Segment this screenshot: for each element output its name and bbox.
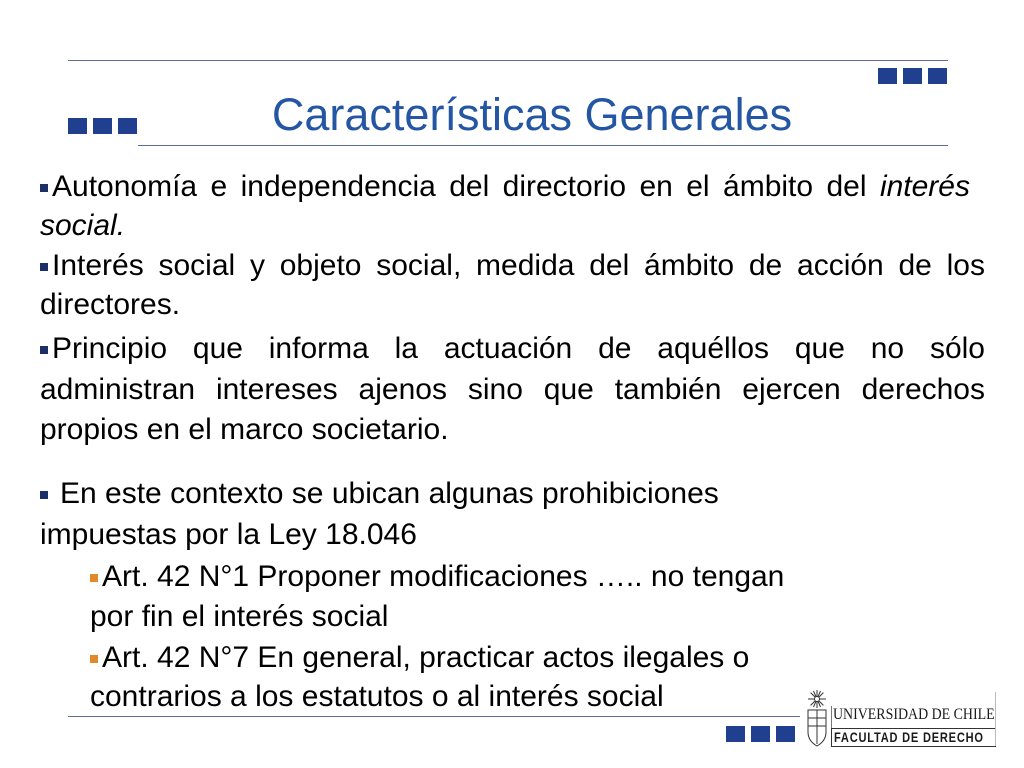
sub-point-2-line-1: [90, 638, 820, 678]
point-3-line-3: [40, 410, 985, 450]
point-1-italic-text: interés: [879, 170, 970, 203]
decor-squares-top-right: [878, 68, 947, 84]
point-3-text: administran intereses ajenos sino que también ejercen derechos: [40, 373, 985, 406]
header-rule-top: [68, 60, 948, 61]
point-3-line-1: [40, 329, 985, 369]
sub-point-1-line-1: [90, 557, 820, 597]
sub-point-1-text: Art. 42 N°1 Proponer modificaciones ….. no tengan: [102, 560, 785, 593]
navy-square-icon: [928, 68, 947, 84]
square-bullet-icon: [40, 491, 48, 499]
point-2-line-1: [40, 246, 985, 286]
navy-square-icon: [68, 118, 87, 134]
point-4-line-1: [40, 474, 820, 514]
point-3-text: Principio que informa la actuación de aquéllos que no sólo: [52, 332, 985, 365]
navy-square-icon: [751, 726, 770, 742]
university-seal-icon: [802, 688, 832, 748]
square-bullet-icon: [40, 263, 48, 271]
point-4-line-2: [40, 515, 820, 555]
sub-point-2-text: Art. 42 N°7 En general, practicar actos ilegales o: [102, 641, 750, 674]
header-rule-under-title: [138, 145, 948, 146]
navy-square-icon: [903, 68, 922, 84]
point-3-line-2: [40, 370, 985, 410]
point-3-text: propios en el marco societario.: [40, 413, 449, 446]
sub-point-1-text: por fin el interés social: [90, 600, 389, 633]
navy-square-icon: [118, 118, 137, 134]
point-1-italic-text: social.: [40, 209, 126, 242]
sub-point-1-line-2: [90, 597, 820, 637]
navy-square-icon: [878, 68, 897, 84]
square-bullet-icon: [40, 346, 48, 354]
university-logo: [800, 688, 998, 748]
point-2-text: Interés social y objeto social, medida del ámbito de acción de los: [52, 249, 985, 282]
logo-edge-line: [995, 692, 996, 746]
point-4-text: En este contexto se ubican algunas prohibiciones: [60, 477, 719, 510]
logo-faculty-box: [831, 728, 996, 747]
point-1-line-2: [40, 206, 985, 246]
point-1-text: Autonomía e independencia del directorio en el ámbito del: [52, 170, 867, 203]
sub-point-2-line-2: [90, 677, 790, 717]
slide-title: Características Generales: [271, 89, 793, 140]
navy-square-icon: [776, 726, 795, 742]
logo-university-name: UNIVERSIDAD DE CHILE: [833, 706, 995, 723]
point-4-text: impuestas por la Ley 18.046: [40, 518, 417, 551]
decor-squares-bottom: [726, 726, 795, 742]
point-1-line-1: [40, 167, 970, 207]
navy-square-icon: [93, 118, 112, 134]
logo-faculty-name: FACULTAD DE DERECHO: [834, 729, 984, 745]
square-bullet-icon: [90, 574, 98, 582]
navy-square-icon: [726, 726, 745, 742]
square-bullet-icon: [40, 184, 48, 192]
decor-squares-left: [68, 118, 137, 134]
square-bullet-icon: [90, 655, 98, 663]
point-2-line-2: [40, 285, 985, 325]
sub-point-2-text: contrarios a los estatutos o al interés social: [90, 680, 664, 713]
point-2-text: directores.: [40, 288, 181, 321]
